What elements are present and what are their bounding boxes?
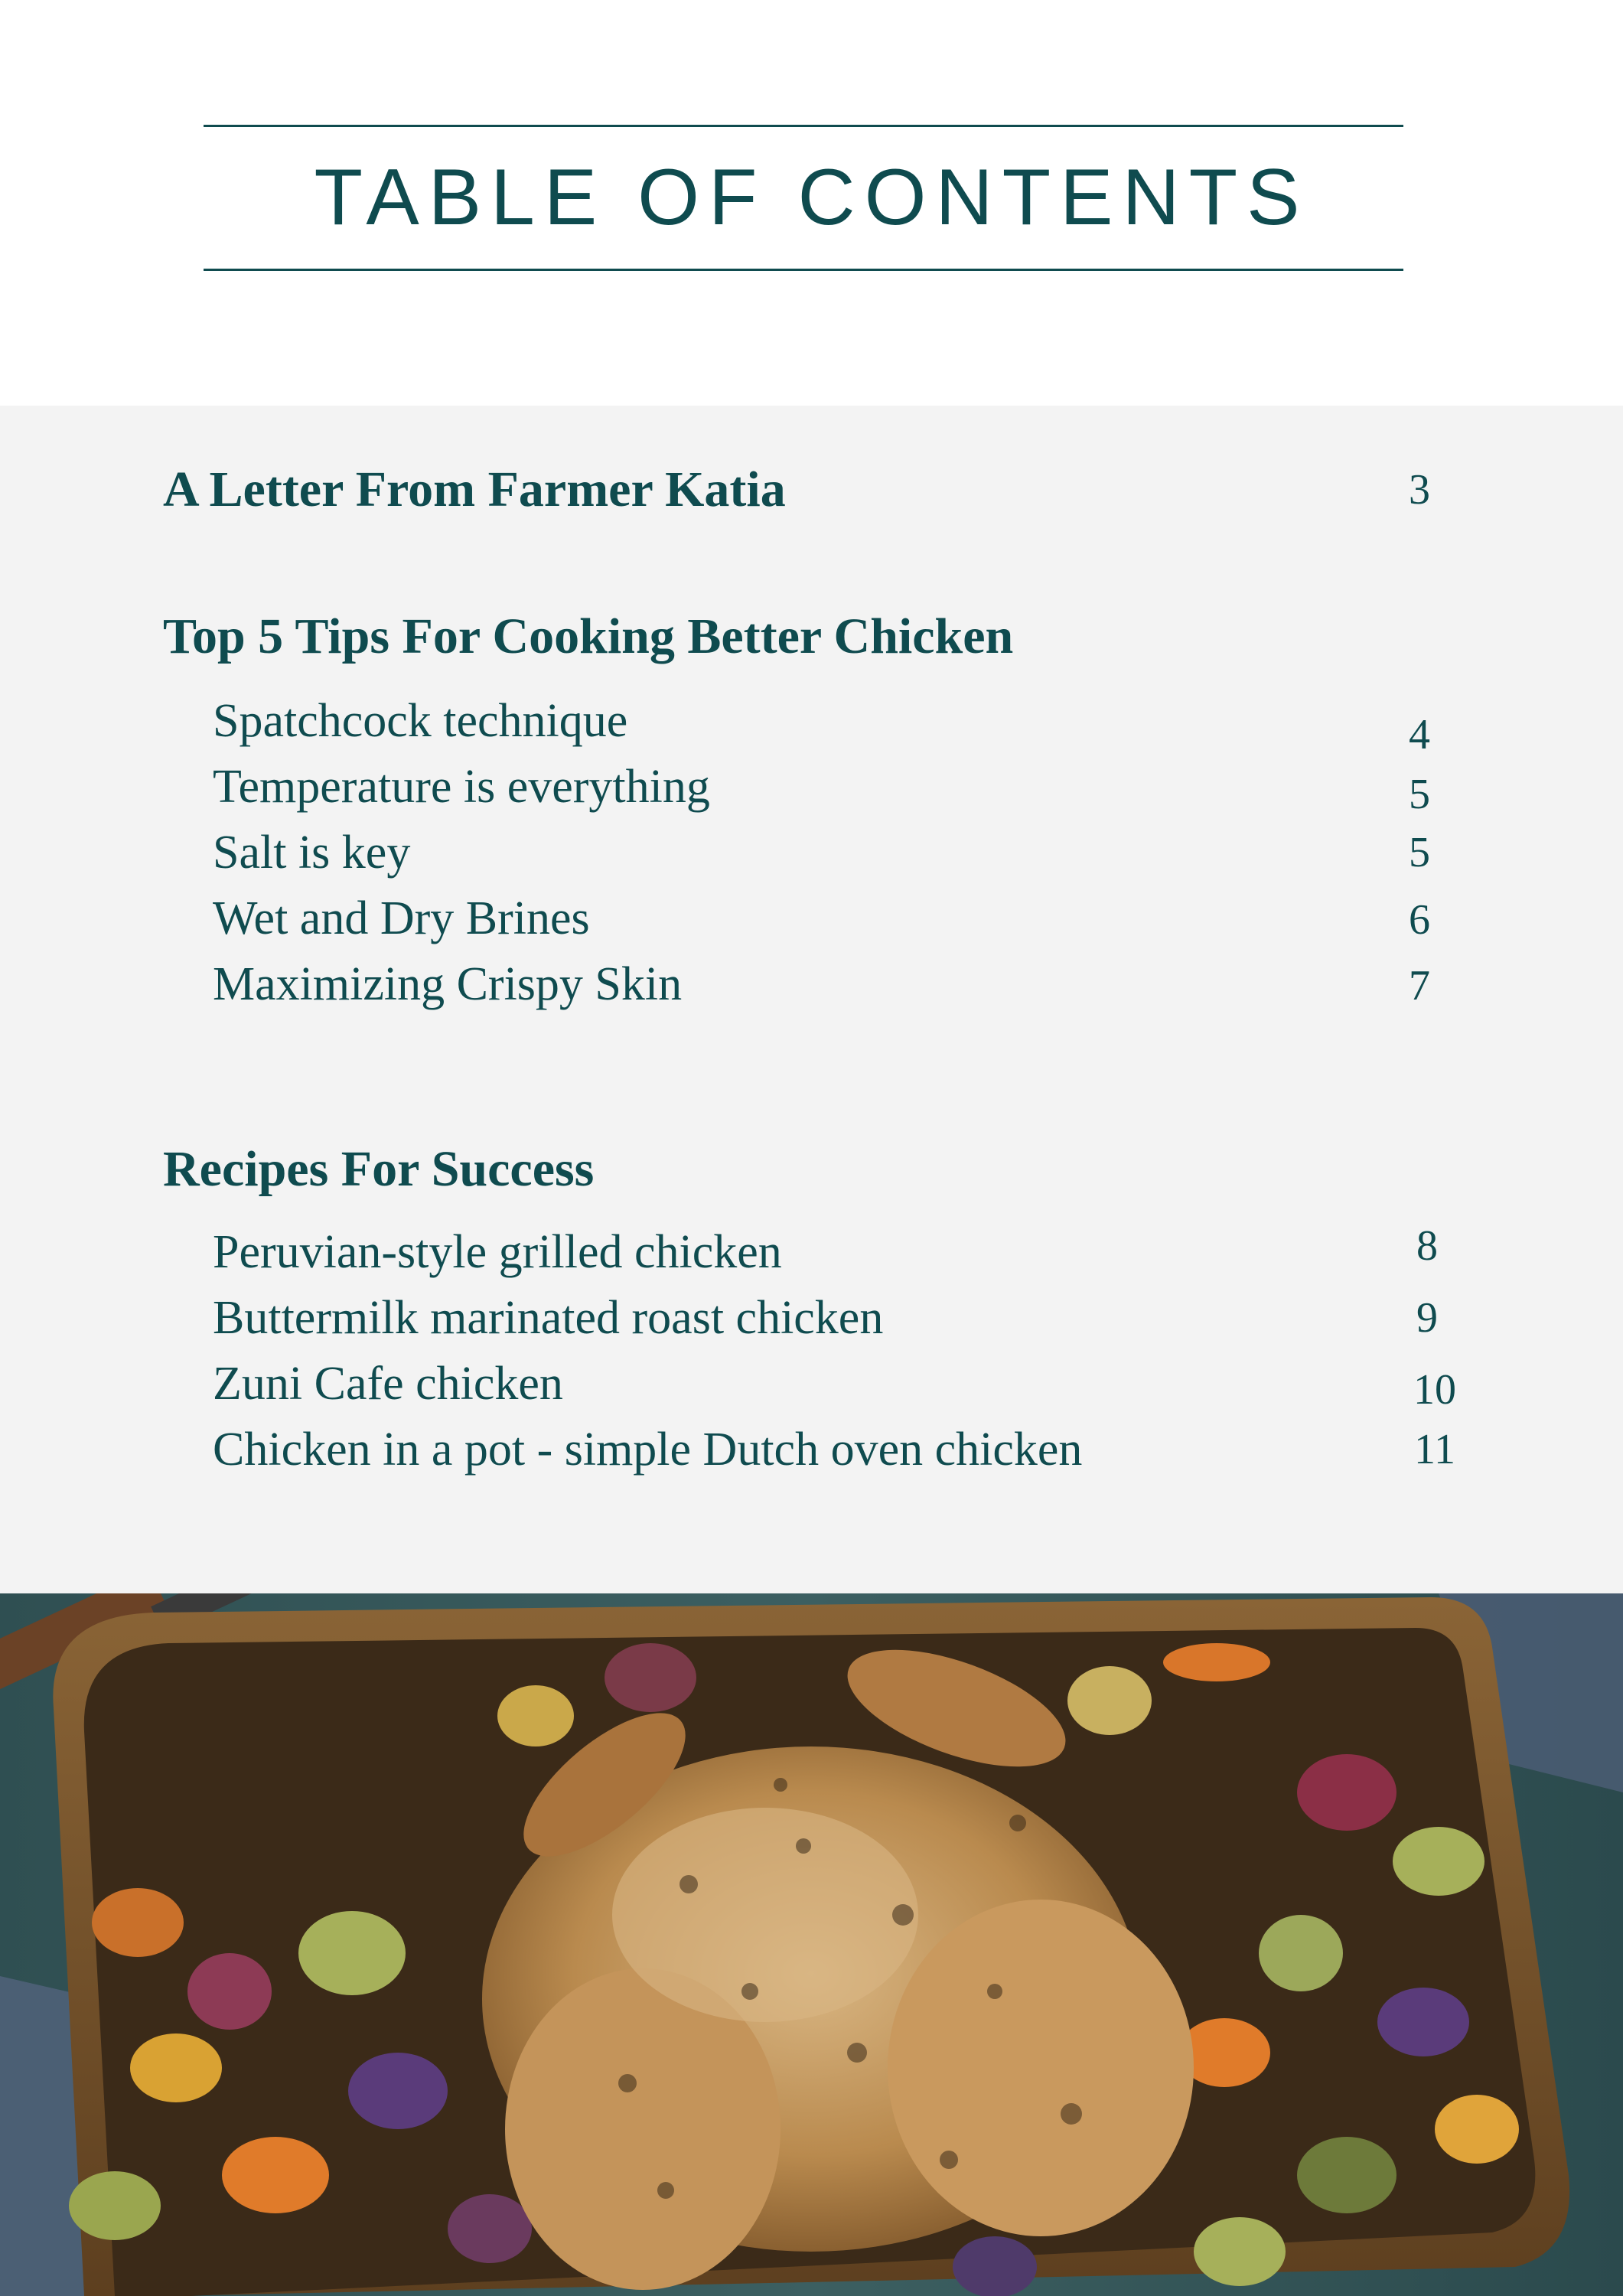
header (0, 0, 1623, 406)
toc-item-label: Buttermilk marinated roast chicken (213, 1292, 884, 1344)
toc-page-number: 3 (1409, 466, 1430, 514)
page-title: TABLE OF CONTENTS (314, 153, 1309, 242)
toc-item-label: Zuni Cafe chicken (213, 1358, 563, 1410)
toc-heading-letter: A Letter From Farmer Katia (163, 461, 786, 517)
toc-page-number: 9 (1416, 1294, 1438, 1342)
toc-page-number: 11 (1414, 1426, 1455, 1473)
toc-heading-tips: Top 5 Tips For Cooking Better Chicken (163, 608, 1014, 664)
toc-page-number: 6 (1409, 896, 1430, 944)
title-top-rule (204, 125, 1403, 127)
title-bottom-rule (204, 269, 1403, 271)
toc-page-number: 4 (1409, 711, 1430, 758)
toc-item-label: Temperature is everything (213, 761, 710, 813)
table-of-contents (0, 406, 1623, 1593)
toc-item-label: Spatchcock technique (213, 695, 628, 747)
roast-chicken-illustration (0, 1593, 1623, 2296)
toc-item-label: Wet and Dry Brines (213, 892, 590, 944)
toc-page-number: 8 (1416, 1222, 1438, 1270)
toc-item-label: Peruvian-style grilled chicken (213, 1226, 782, 1278)
toc-page-number: 5 (1409, 829, 1430, 876)
toc-heading-recipes: Recipes For Success (163, 1141, 595, 1197)
toc-page-number: 5 (1409, 771, 1430, 818)
toc-page-number: 10 (1413, 1366, 1456, 1414)
toc-page-number: 7 (1409, 962, 1430, 1009)
toc-item-label: Salt is key (213, 827, 411, 879)
toc-item-label: Maximizing Crispy Skin (213, 958, 683, 1010)
toc-item-label: Chicken in a pot - simple Dutch oven chicken (213, 1424, 1083, 1476)
roast-chicken-photo (0, 1593, 1623, 2296)
